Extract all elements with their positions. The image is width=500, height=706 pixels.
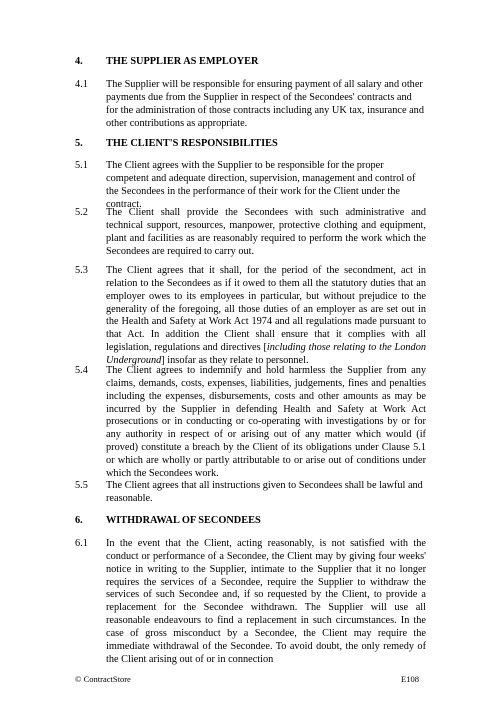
clause-number: 4.1 <box>75 79 88 90</box>
section-number: 5. <box>75 138 83 149</box>
clause-number: 5.1 <box>75 160 88 171</box>
clause-text-before: The Client agrees that it shall, for the period of the secondment, act in relation to the Secondees as if it owed to them all the statutory duties that an employer owes to its employees in particular, but without prejudice to the generality of the foregoing, all those duties of an employer as are set out in the Health and Safety at Work Act 1974 and all regulations made pursuant to that Act. In addition the Client shall ensure that it complies with all legislation, regulations and directives [ <box>106 265 426 354</box>
footer-code: E108 <box>401 674 419 684</box>
clause-number: 5.4 <box>75 365 88 376</box>
clause-italic-text: including those relating to the London Underground <box>106 342 426 366</box>
section-title: WITHDRAWAL OF SECONDEES <box>106 515 261 526</box>
clause-number: 5.2 <box>75 207 88 218</box>
clause-text: The Client agrees that all instructions given to Secondees shall be lawful and reasonable. <box>106 480 423 504</box>
clause-number: 5.5 <box>75 480 88 491</box>
clause-text: In the event that the Client, acting reasonably, is not satisfied with the conduct or performance of a Secondee, the Client may by giving four weeks' notice in writing to the Supplier, intimate to the Supplier that it no longer requires the services of a Secondee, require the Supplier to withdraw the services of such Secondee and, if so requested by the Client, to provide a replacement for the Secondee withdrawn. The Supplier will use all reasonable endeavours to find a replacement in such circumstances. In the case of gross misconduct by a Secondee, the Client may require the immediate withdrawal of the Secondee. To avoid doubt, the only remedy of the Client arising out of or in connection <box>106 538 426 665</box>
clause-text: The Client agrees to indemnify and hold harmless the Supplier from any claims, demands, costs, expenses, liabilities, judgements, fines and penalties including the expenses, disbursements, costs and other amounts as may be incurred by the Supplier in defending Health and Safety at Work Act prosecutions or in conducting or co-operating with investigations by or for any authority in respect of or arising out of any matter which would (if proved) constitute a breach by the Client of its obligations under Clause 5.1 or which are wholly or partly attributable to or arise out of conditions under which the Secondees work. <box>106 365 426 479</box>
footer-copyright: © ContractStore <box>75 674 131 684</box>
clause-number: 5.3 <box>75 265 88 276</box>
section-number: 6. <box>75 515 83 526</box>
section-title: THE CLIENT'S RESPONSIBILITIES <box>106 138 278 149</box>
clause-text-after: ] insofar as they relate to personnel. <box>161 354 309 366</box>
clause-text: The Supplier will be responsible for ensuring payment of all salary and other payments due from the Supplier in respect of the Secondees' contracts and for the administration of those contracts including any UK tax, insurance and other contributions as appropriate. <box>106 79 424 129</box>
clause-text <box>106 265 426 368</box>
section-number: 4. <box>75 56 83 67</box>
clause-text: The Client agrees with the Supplier to be responsible for the proper competent and adequate direction, supervision, management and control of the Secondees in the performance of their work for the Client under the contract. <box>106 160 416 210</box>
clause-number: 6.1 <box>75 538 88 549</box>
section-title: THE SUPPLIER AS EMPLOYER <box>106 56 259 67</box>
clause-text: The Client shall provide the Secondees with such administrative and technical support, resources, manpower, protective clothing and equipment, plant and facilities as are reasonably required to perform the work which the Secondees are required to carry out. <box>106 207 426 257</box>
